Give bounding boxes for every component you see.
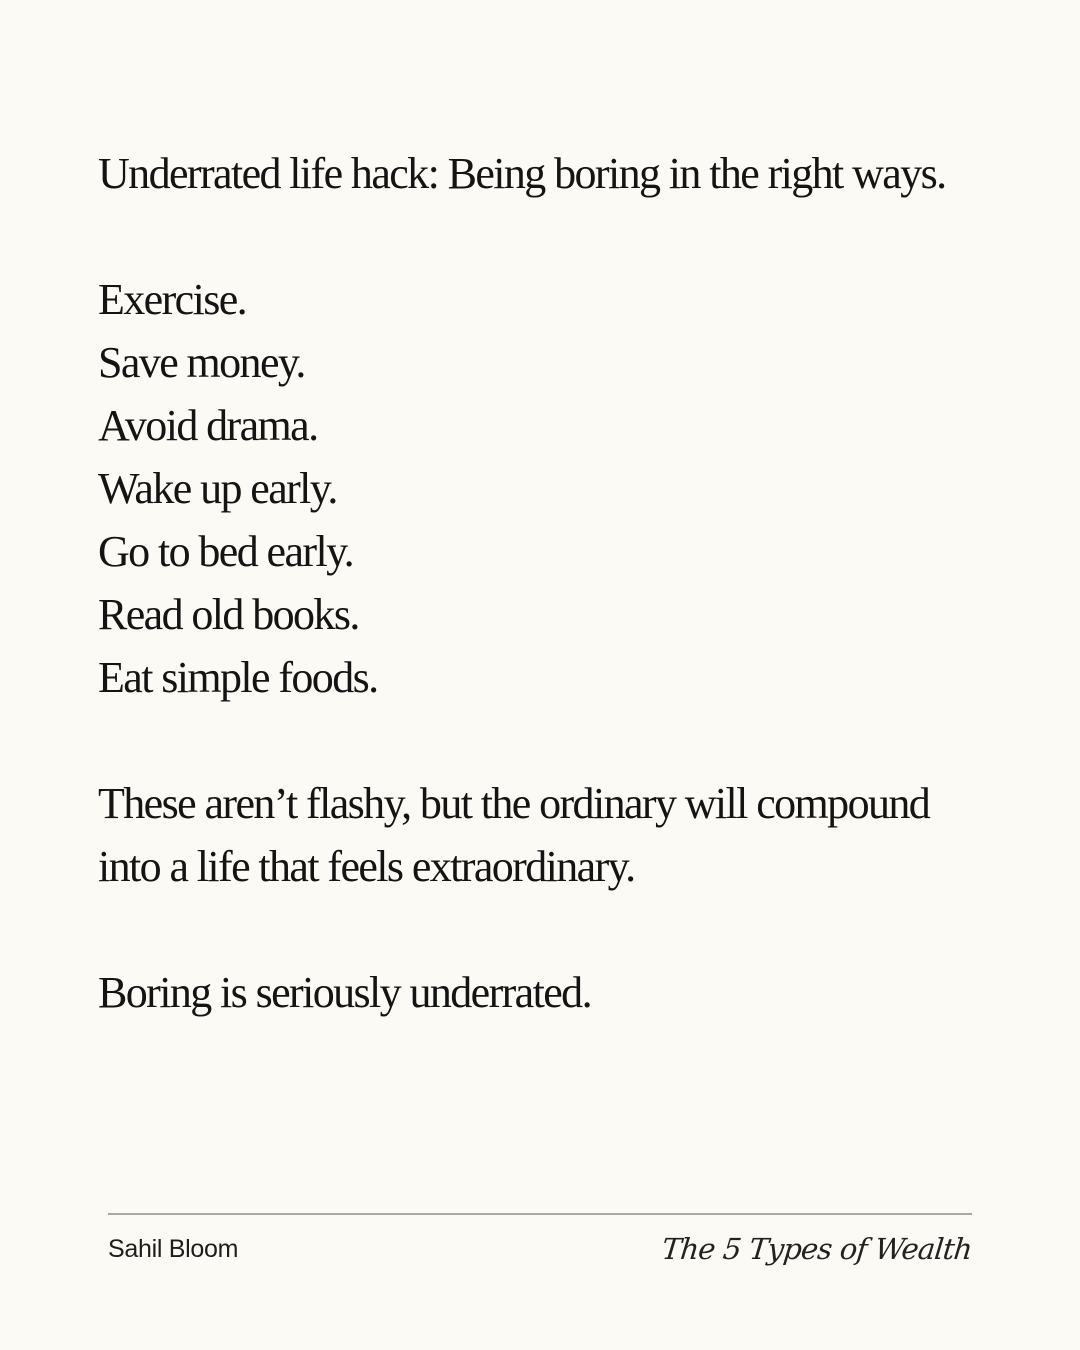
- author-name: Sahil Bloom: [108, 1235, 239, 1263]
- habit-item: Go to bed early.: [98, 527, 354, 576]
- body-line: These aren’t flashy, but the ordinary will compound: [98, 779, 930, 828]
- post-content: [98, 142, 998, 1024]
- habit-item: Save money.: [98, 338, 305, 387]
- habit-list: [98, 268, 998, 709]
- spacer: [98, 898, 998, 961]
- habit-item: Read old books.: [98, 590, 359, 639]
- habit-item: Wake up early.: [98, 464, 337, 513]
- habit-item: Eat simple foods.: [98, 653, 378, 702]
- body-line: into a life that feels extraordinary.: [98, 842, 635, 891]
- brand-logo: The 5 Types of Wealth: [660, 1232, 974, 1266]
- spacer: [98, 205, 998, 268]
- habit-item: Avoid drama.: [98, 401, 318, 450]
- footer-divider: [108, 1213, 972, 1215]
- headline: Underrated life hack: Being boring in the right ways.: [98, 149, 946, 198]
- closing-line: Boring is seriously underrated.: [98, 968, 591, 1017]
- habit-item: Exercise.: [98, 275, 247, 324]
- spacer: [98, 709, 998, 772]
- body-paragraph: [98, 772, 998, 898]
